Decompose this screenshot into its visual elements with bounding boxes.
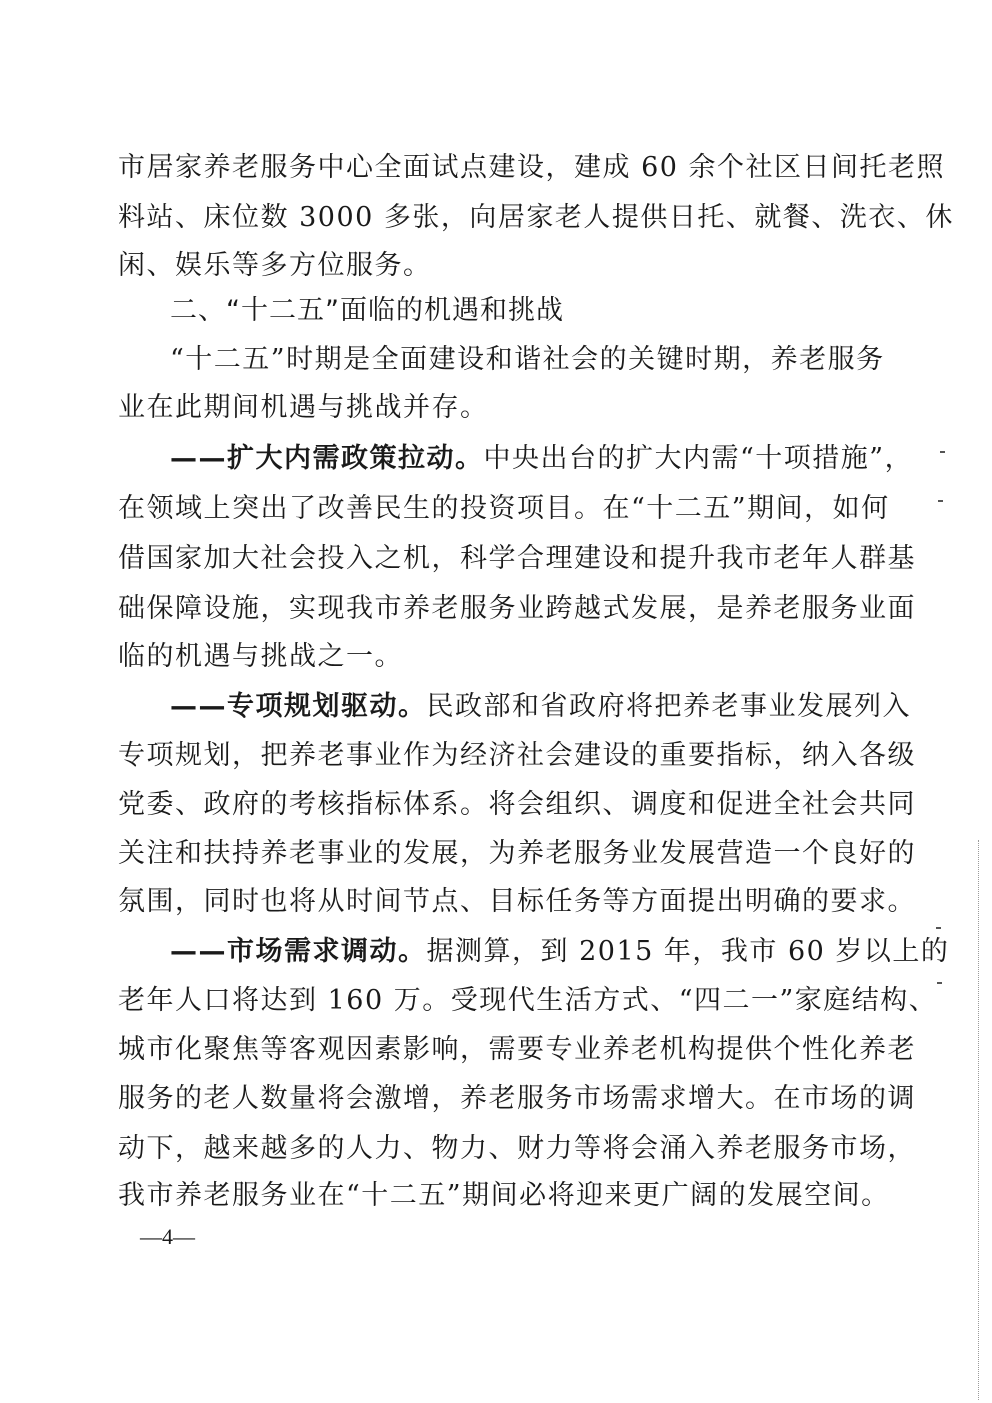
paragraph-line: 料站、床位数 3000 多张，向居家老人提供日托、就餐、洗衣、休 — [118, 202, 954, 233]
item-text: 中央出台的扩大内需“十项措施”， — [483, 443, 914, 474]
paragraph-line: 在领域上突出了改善民生的投资项目。在“十二五”期间，如何 — [118, 493, 890, 524]
paragraph-line: 借国家加大社会投入之机，科学合理建设和提升我市老年人群基 — [118, 543, 916, 574]
paragraph-line: 动下，越来越多的人力、物力、财力等将会涌入养老服务市场， — [118, 1133, 916, 1164]
paragraph-line: 我市养老服务业在“十二五”期间必将迎来更广阔的发展空间。 — [118, 1180, 890, 1211]
paragraph-line: 党委、政府的考核指标体系。将会组织、调度和促进全社会共同 — [118, 789, 916, 820]
scan-speck — [940, 451, 945, 453]
section-heading: 二、“十二五”面临的机遇和挑战 — [170, 295, 564, 326]
scan-speck — [938, 500, 943, 502]
scan-speck — [936, 927, 941, 929]
paragraph-line: 业在此期间机遇与挑战并存。 — [118, 392, 489, 423]
scan-speck — [937, 982, 942, 984]
item-lead: ——专项规划驱动。 — [170, 691, 427, 722]
item-first-line — [170, 443, 914, 475]
paragraph-line: 服务的老人数量将会激增，养老服务市场需求增大。在市场的调 — [118, 1083, 916, 1114]
paragraph-line: 氛围，同时也将从时间节点、目标任务等方面提出明确的要求。 — [118, 886, 916, 917]
item-first-line — [170, 691, 911, 723]
paragraph-line: 临的机遇与挑战之一。 — [118, 641, 403, 672]
item-text: 据测算，到 2015 年，我市 60 岁以上的 — [426, 936, 950, 967]
paragraph-line: 闲、娱乐等多方位服务。 — [118, 250, 432, 281]
scan-edge-line — [978, 840, 980, 1400]
paragraph-line: 老年人口将达到 160 万。受现代生活方式、“四二一”家庭结构、 — [118, 985, 938, 1016]
page-number: —4— — [140, 1224, 195, 1249]
item-lead: ——扩大内需政策拉动。 — [170, 443, 484, 474]
paragraph-line: 市居家养老服务中心全面试点建设，建成 60 余个社区日间托老照 — [118, 152, 946, 183]
item-first-line — [170, 936, 950, 968]
item-lead: ——市场需求调动。 — [170, 936, 427, 967]
paragraph-line: 城市化聚焦等客观因素影响，需要专业养老机构提供个性化养老 — [118, 1034, 916, 1065]
item-text: 民政部和省政府将把养老事业发展列入 — [426, 691, 911, 722]
paragraph-line: 关注和扶持养老事业的发展，为养老服务业发展营造一个良好的 — [118, 838, 916, 869]
paragraph-line: 专项规划，把养老事业作为经济社会建设的重要指标，纳入各级 — [118, 740, 916, 771]
paragraph-line: 础保障设施，实现我市养老服务业跨越式发展，是养老服务业面 — [118, 593, 916, 624]
paragraph-line: “十二五”时期是全面建设和谐社会的关键时期，养老服务 — [170, 344, 885, 375]
